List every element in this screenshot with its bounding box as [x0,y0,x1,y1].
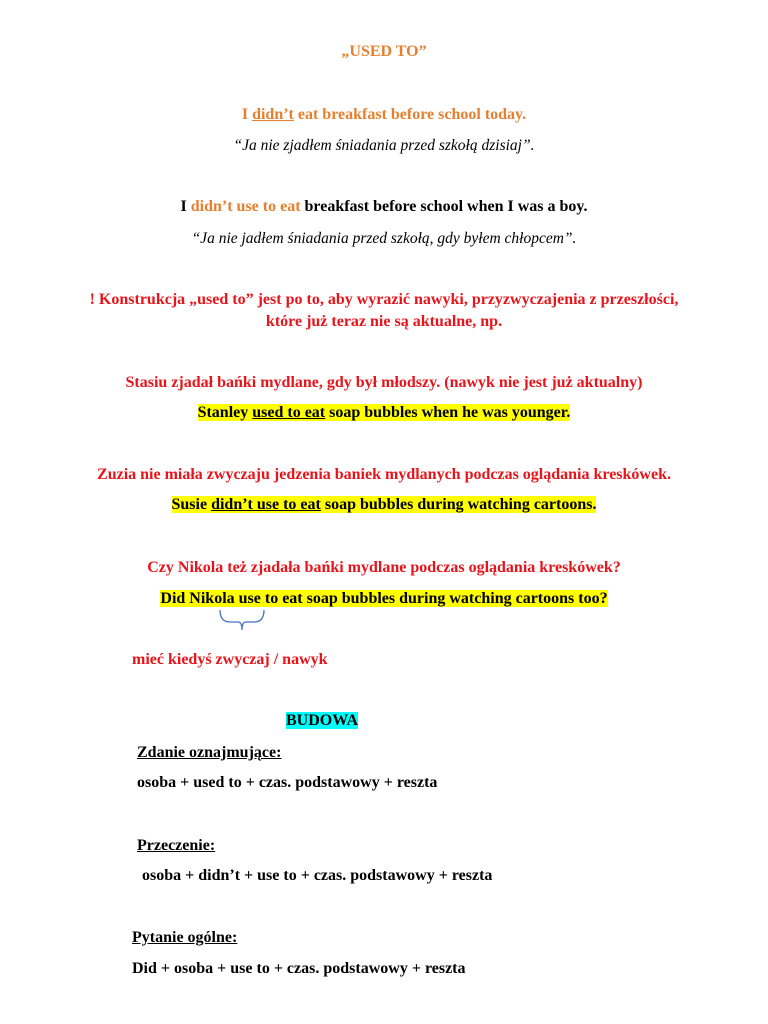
example-4-en-before: Susie [171,496,212,513]
example-5-english-highlight: Did Nikola use to eat soap bubbles during watching cartoons too? [160,590,608,607]
example-3-en-before: Stanley [197,404,253,421]
example-3-english-highlight [198,404,571,421]
example-4-english [0,496,768,514]
affirmative-formula: osoba + used to + czas. podstawowy + reszta [137,774,438,791]
example-2-rest: breakfast before school when I was a boy. [300,198,588,215]
example-2-sentence [0,198,768,216]
example-4-english-highlight [172,496,597,513]
example-1-subject: I [241,106,253,123]
note-line-2: które już teraz nie są aktualne, np. [265,313,503,330]
example-1-rest: eat breakfast before school today. [293,106,527,123]
budowa-heading-highlight: BUDOWA [286,712,359,729]
note-line-1: ! Konstrukcja „used to” jest po to, aby wyrazić nawyki, przyzwyczajenia z przeszłości, [89,291,679,308]
example-4-polish: Zuzia nie miała zwyczaju jedzenia baniek mydlanych podczas oglądania kreskówek. [97,466,671,483]
example-1-aux: didn’t [252,106,294,123]
page-title: „USED TO” [341,43,427,60]
question-label: Pytanie ogólne: [132,929,238,946]
negative-label: Przeczenie: [137,837,216,854]
curly-brace-icon [218,608,266,636]
example-1-sentence [0,106,768,124]
example-2-subject: I [180,198,191,215]
negative-formula: osoba + didn’t + use to + czas. podstawowy + reszta [142,867,493,884]
example-3-en-after: soap bubbles when he was younger. [325,404,571,421]
example-1-translation: “Ja nie zjadłem śniadania przed szkołą dzisiaj”. [233,137,535,154]
question-formula: Did + osoba + use to + czas. podstawowy + reszta [132,960,466,977]
example-3-english [0,404,768,422]
brace-note: mieć kiedyś zwyczaj / nawyk [132,651,328,668]
example-4-en-verb: didn’t use to eat [211,496,321,513]
budowa-heading [286,712,358,730]
affirmative-label: Zdanie oznajmujące: [137,744,282,761]
example-5-english [0,590,768,608]
example-5-polish: Czy Nikola też zjadała bańki mydlane podczas oglądania kreskówek? [147,559,621,576]
example-4-en-after: soap bubbles during watching cartoons. [320,496,597,513]
example-2-verb: didn’t use to eat [190,198,301,215]
example-2-translation: “Ja nie jadłem śniadania przed szkołą, gdy byłem chłopcem”. [191,230,577,247]
example-3-polish: Stasiu zjadał bańki mydlane, gdy był młodszy. (nawyk nie jest już aktualny) [125,374,643,391]
example-3-en-verb: used to eat [252,404,326,421]
